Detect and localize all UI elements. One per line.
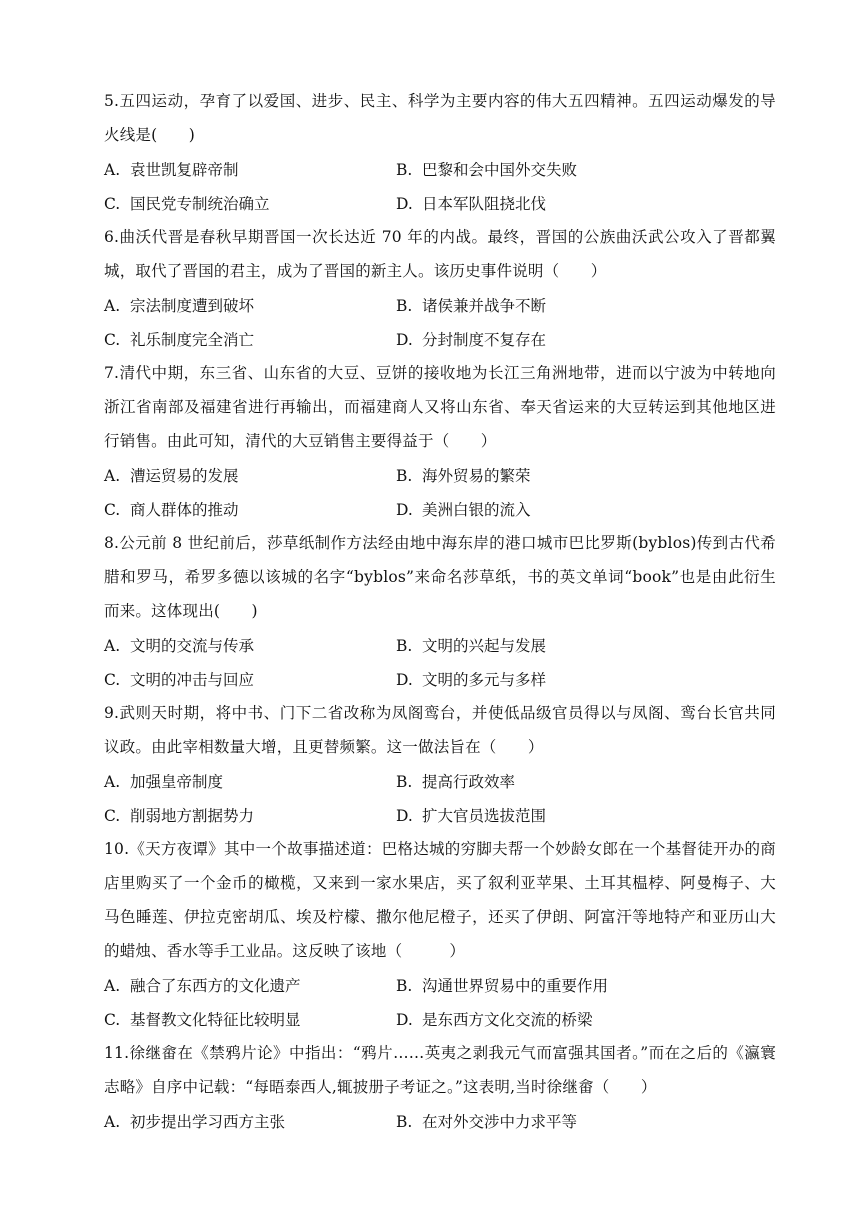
option-d: D. 分封制度不复存在 xyxy=(396,331,547,349)
option-row xyxy=(104,288,776,322)
question-stem: 8.公元前 8 世纪前后，莎草纸制作方法经由地中海东岸的港口城市巴比罗斯(byblos)传到古代希腊和罗马，希罗多德以该城的名字“byblos”来命名莎草纸，书的英文单词“book”也是由此衍生而来。这体现出( ) xyxy=(104,534,776,620)
option-b: B. 在对外交涉中力求平等 xyxy=(396,1113,578,1131)
option-c: C. 文明的冲击与回应 xyxy=(104,671,255,689)
question-stem: 11.徐继畲在《禁鸦片论》中指出：“鸦片……英夷之剥我元气而富强其国者。”而在之后的《瀛寰志略》自序中记载：“每晤泰西人,辄披册子考证之。”这表明,当时徐继畲（ ） xyxy=(104,1044,776,1096)
option-a: A. 袁世凯复辟帝制 xyxy=(104,161,239,179)
question-stem: 7.清代中期，东三省、山东省的大豆、豆饼的接收地为长江三角洲地带，进而以宁波为中转地向浙江省南部及福建省进行再输出，而福建商人又将山东省、奉天省运来的大豆转运到其他地区进行销售。由此可知，清代的大豆销售主要得益于（ ） xyxy=(104,364,776,450)
exam-page xyxy=(104,84,776,1138)
option-row xyxy=(104,968,776,1002)
option-b: B. 海外贸易的繁荣 xyxy=(396,467,531,485)
question-6 xyxy=(104,220,776,356)
option-d: D. 日本军队阻挠北伐 xyxy=(396,195,547,213)
question-9 xyxy=(104,696,776,832)
option-c: C. 礼乐制度完全消亡 xyxy=(104,331,255,349)
option-d: D. 是东西方文化交流的桥梁 xyxy=(396,1011,593,1029)
question-stem: 5.五四运动，孕育了以爱国、进步、民主、科学为主要内容的伟大五四精神。五四运动爆发的导火线是( ) xyxy=(104,92,776,144)
question-stem: 9.武则天时期，将中书、门下二省改称为凤阁鸾台，并使低品级官员得以与凤阁、鸾台长官共同议政。由此宰相数量大增，且更替频繁。这一做法旨在（ ） xyxy=(104,704,776,756)
option-row xyxy=(104,1104,776,1138)
question-10 xyxy=(104,832,776,1036)
option-row xyxy=(104,662,776,696)
option-d: D. 美洲白银的流入 xyxy=(396,501,531,519)
question-8 xyxy=(104,526,776,696)
option-c: C. 削弱地方割据势力 xyxy=(104,807,255,825)
option-d: D. 文明的多元与多样 xyxy=(396,671,547,689)
option-b: B. 文明的兴起与发展 xyxy=(396,637,547,655)
option-a: A. 宗法制度遭到破坏 xyxy=(104,297,255,315)
option-row xyxy=(104,628,776,662)
question-stem: 10.《天方夜谭》其中一个故事描述道：巴格达城的穷脚夫帮一个妙龄女郎在一个基督徒开办的商店里购买了一个金币的橄榄，又来到一家水果店，买了叙利亚苹果、土耳其榅桲、阿曼梅子、大马色睡莲、伊拉克密胡瓜、埃及柠檬、撒尔他尼橙子，还买了伊朗、阿富汗等地特产和亚历山大的蜡烛、香水等手工业品。这反映了该地（ ） xyxy=(104,840,776,960)
option-row xyxy=(104,458,776,492)
option-c: C. 商人群体的推动 xyxy=(104,501,239,519)
option-b: B. 诸侯兼并战争不断 xyxy=(396,297,547,315)
question-11 xyxy=(104,1036,776,1138)
option-b: B. 巴黎和会中国外交失败 xyxy=(396,161,578,179)
option-a: A. 加强皇帝制度 xyxy=(104,773,224,791)
option-a: A. 初步提出学习西方主张 xyxy=(104,1113,286,1131)
option-row xyxy=(104,322,776,356)
question-5 xyxy=(104,84,776,220)
option-d: D. 扩大官员选拔范围 xyxy=(396,807,547,825)
option-row xyxy=(104,764,776,798)
option-a: A. 融合了东西方的文化遗产 xyxy=(104,977,301,995)
option-row xyxy=(104,798,776,832)
question-stem: 6.曲沃代晋是春秋早期晋国一次长达近 70 年的内战。最终，晋国的公族曲沃武公攻入了晋都翼城，取代了晋国的君主，成为了晋国的新主人。该历史事件说明（ ） xyxy=(104,228,776,280)
option-b: B. 提高行政效率 xyxy=(396,773,516,791)
option-row xyxy=(104,1002,776,1036)
option-a: A. 漕运贸易的发展 xyxy=(104,467,239,485)
option-b: B. 沟通世界贸易中的重要作用 xyxy=(396,977,609,995)
question-7 xyxy=(104,356,776,526)
option-c: C. 基督教文化特征比较明显 xyxy=(104,1011,301,1029)
option-row xyxy=(104,152,776,186)
option-c: C. 国民党专制统治确立 xyxy=(104,195,270,213)
option-row xyxy=(104,186,776,220)
option-a: A. 文明的交流与传承 xyxy=(104,637,255,655)
option-row xyxy=(104,492,776,526)
